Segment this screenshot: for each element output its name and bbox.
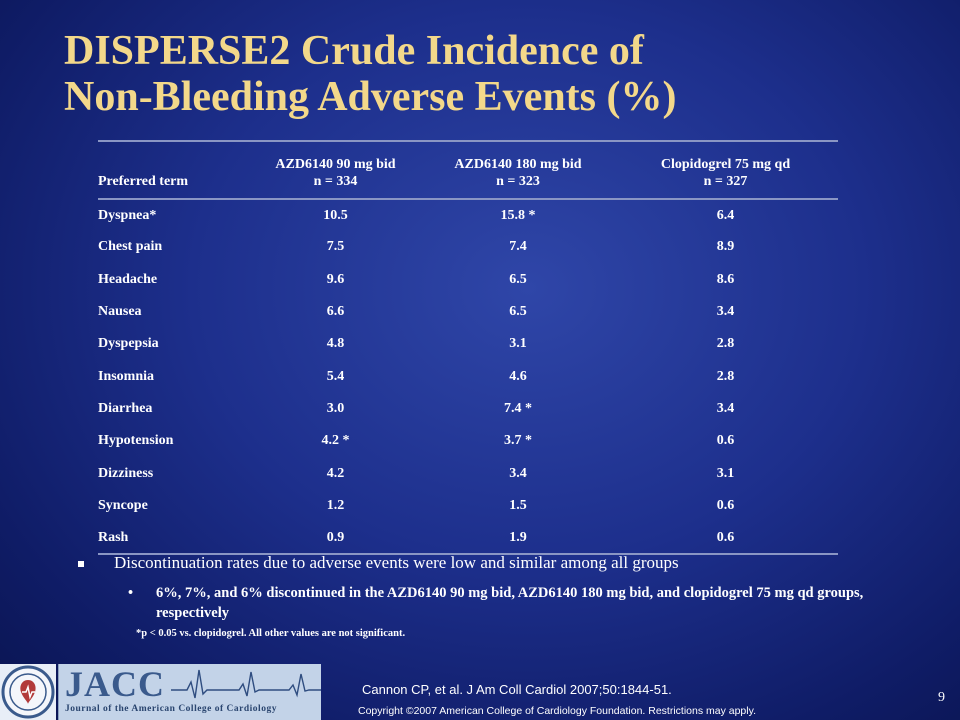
header-clopidogrel-n: n = 327	[703, 174, 748, 189]
row-term-cell: Dyspepsia	[98, 336, 159, 352]
row-term-cell: Nausea	[98, 304, 142, 320]
table-row	[98, 490, 838, 522]
row-term-cell: Diarrhea	[98, 400, 153, 416]
table-row	[98, 264, 838, 296]
bullet-sub-text: 6%, 7%, and 6% discontinued in the AZD6140 90 mg bid, AZD6140 180 mg bid, and clopidogrel 75 mg qd groups, respectively	[156, 585, 864, 621]
row-value-cell: 0.6	[716, 497, 735, 513]
row-value-cell: 0.9	[248, 522, 423, 554]
header-azd-180-n: n = 323	[496, 174, 540, 189]
row-value-cell: 3.7 *	[504, 433, 532, 449]
row-value-cell: 2.8	[716, 368, 735, 384]
row-term-cell: Syncope	[98, 497, 148, 513]
row-value-cell: 3.4	[716, 400, 735, 416]
header-azd-90	[248, 141, 423, 199]
row-value-cell: 3.4	[716, 304, 735, 320]
table-row	[98, 522, 838, 554]
header-azd-180	[423, 141, 613, 199]
row-value-cell: 5.4	[326, 368, 345, 384]
row-term-cell: Insomnia	[98, 368, 155, 384]
row-value-cell: 3.1	[509, 336, 527, 352]
table-row	[98, 457, 838, 489]
row-value-cell: 3.1	[716, 465, 735, 481]
row-value-cell: 7.4 *	[504, 400, 532, 416]
copyright: Copyright ©2007 American College of Cardiology Foundation. Restrictions may apply.	[358, 705, 756, 717]
table-row	[98, 296, 838, 328]
seal-icon	[0, 664, 56, 720]
table-row	[98, 199, 838, 231]
header-clopidogrel-name: Clopidogrel 75 mg qd	[660, 157, 791, 172]
slide-title-line2: Non-Bleeding Adverse Events (%)	[64, 74, 677, 120]
row-value-cell: 4.2 *	[321, 433, 350, 449]
row-value-cell: 4.2	[326, 465, 345, 481]
jacc-logo-text: JACC	[65, 664, 165, 704]
row-value-cell: 6.5	[509, 271, 527, 287]
row-value-cell: 7.5	[326, 239, 345, 255]
row-value-cell: 0.6	[716, 433, 735, 449]
adverse-events-table	[98, 140, 838, 555]
row-value-cell: 3.4	[509, 465, 527, 481]
table-row	[98, 425, 838, 457]
row-value-cell: 3.0	[326, 400, 345, 416]
header-preferred-term: Preferred term	[98, 141, 248, 199]
row-value-cell: 6.4	[716, 207, 735, 223]
row-value-cell: 9.6	[326, 271, 345, 287]
row-value-cell: 7.4	[509, 239, 527, 255]
bullet-main-text: Discontinuation rates due to adverse events were low and similar among all groups	[114, 553, 679, 572]
jacc-logo-subtitle: Journal of the American College of Cardiology	[65, 704, 277, 714]
table-row	[98, 231, 838, 263]
ecg-trace-icon	[59, 664, 321, 704]
row-value-cell: 0.6	[613, 522, 838, 554]
square-bullet-icon	[78, 561, 84, 567]
citation: Cannon CP, et al. J Am Coll Cardiol 2007;50:1844-51.	[362, 682, 672, 697]
row-value-cell: 2.8	[716, 336, 735, 352]
jacc-logo	[58, 664, 321, 720]
header-azd-90-n: n = 334	[313, 174, 358, 189]
row-value-cell: 1.9	[423, 522, 613, 554]
row-term-cell: Headache	[98, 271, 158, 287]
row-value-cell: 8.9	[716, 239, 735, 255]
slide-title	[64, 28, 924, 120]
row-value-cell: 4.8	[326, 336, 345, 352]
row-term-cell: Chest pain	[98, 239, 163, 255]
table-row	[98, 328, 838, 360]
row-value-cell: 1.2	[326, 497, 345, 513]
footnote: *p < 0.05 vs. clopidogrel. All other values are not significant.	[136, 628, 406, 639]
page-number: 9	[938, 690, 945, 705]
acc-seal-logo	[0, 664, 56, 720]
row-term-cell: Hypotension	[98, 433, 174, 449]
row-value-cell: 8.6	[716, 271, 735, 287]
table-row	[98, 360, 838, 392]
row-value-cell: 15.8 *	[500, 207, 536, 223]
row-value-cell: 1.5	[509, 497, 527, 513]
row-term-cell: Dizziness	[98, 465, 154, 481]
table-header-row	[98, 141, 838, 199]
row-value-cell: 6.6	[326, 304, 345, 320]
table-body	[98, 199, 838, 554]
table-row	[98, 393, 838, 425]
row-value-cell: 6.5	[509, 304, 527, 320]
header-clopidogrel	[613, 141, 838, 199]
row-value-cell: 4.6	[509, 368, 527, 384]
header-azd-180-name: AZD6140 180 mg bid	[454, 157, 582, 172]
header-azd-90-name: AZD6140 90 mg bid	[275, 157, 396, 172]
row-term-cell: Dyspnea*	[98, 207, 157, 223]
row-term-cell: Rash	[98, 522, 248, 554]
slide-title-line1: DISPERSE2 Crude Incidence of	[64, 28, 644, 74]
round-bullet-icon: •	[128, 585, 134, 601]
row-value-cell: 10.5	[323, 207, 348, 223]
